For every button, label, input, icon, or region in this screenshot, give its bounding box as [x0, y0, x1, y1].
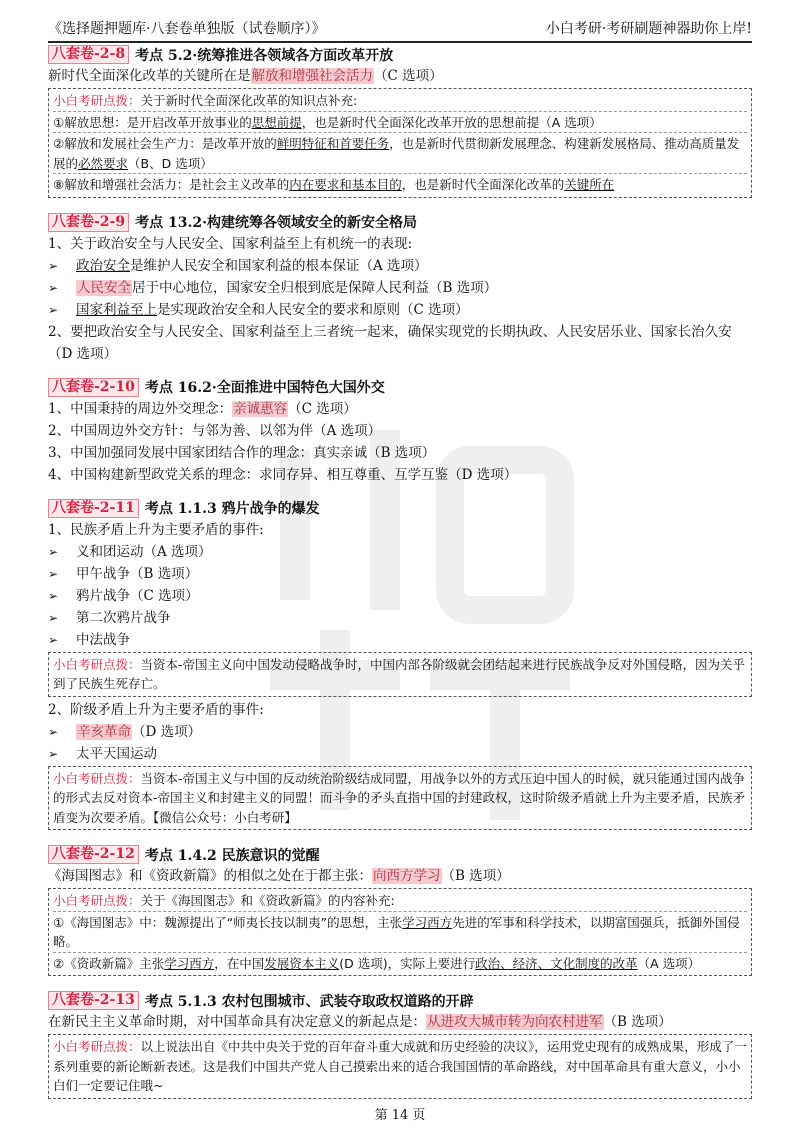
section-title: 考点 1.4.2 民族意识的觉醒 — [144, 847, 320, 864]
tip-label: 小白考研点拨： — [53, 656, 141, 672]
tip-box: 小白考研点拨：当资本-帝国主义向中国发动侵略战争时，中国内部各阶级就会团结起来进行民族战争反对外国侵略，因为关乎到了民族生死存亡。 — [48, 652, 752, 697]
text-line: 1、关于政治安全与人民安全、国家利益至上有机统一的表现: — [48, 235, 413, 252]
bullet-item: ➢ 人民安全居于中心地位，国家安全归根到底是保障人民利益（B 选项） — [48, 277, 752, 299]
section-title: 考点 5.1.3 农村包围城市、武装夺取政权道路的开辟 — [144, 993, 474, 1010]
exam-tag: 八套卷-2-12 — [48, 845, 139, 864]
exam-tag: 八套卷-2-11 — [48, 499, 139, 518]
text-line: 2、中国周边外交方针：与邻为善、以邻为伴（A 选项） — [48, 422, 382, 439]
tip-box: 小白考研点拨：关于新时代全面深化改革的知识点补充: ①解放思想：是开启改革开放事业的思想前提，也是新时代全面深化改革开放的思想前提（A 选项） ②解放和发展社会生产力：是改革开放的鲜明特征和首要任务，也是新时代贯彻新发展理念、构建新发展格局、推动高质量发展的必然要求（B、D 选项） ⑧解放和增强社会活力：是社会主义改革的内在要求和基本目的，也是新时代全面深化改革的关键所在 — [48, 88, 752, 198]
text-line: 2、阶级矛盾上升为主要矛盾的事件: — [48, 701, 264, 718]
text-line: 2、要把政治安全与人民安全、国家利益至上三者统一起来，确保实现党的长期执政、人民安居乐业、国家长治久安（D 选项） — [48, 323, 732, 362]
arrow-bullet-icon: ➢ — [48, 746, 59, 761]
arrow-bullet-icon: ➢ — [48, 632, 59, 647]
section-heading — [48, 844, 752, 865]
section-2-13 — [48, 990, 752, 1099]
section-title: 考点 16.2·全面推进中国特色大国外交 — [144, 380, 385, 396]
text-line: 3、中国加强同发展中国家团结合作的理念：真实亲诚（B 选项） — [48, 444, 436, 461]
bullet-item: ➢ 甲午战争（B 选项） — [48, 563, 752, 585]
tip-label: 小白考研点拨： — [53, 770, 141, 786]
exam-tag: 八套卷-2-8 — [48, 45, 129, 64]
arrow-bullet-icon: ➢ — [48, 258, 59, 273]
section-2-8 — [48, 44, 752, 198]
bullet-item: ➢ 义和团运动（A 选项） — [48, 541, 752, 563]
header-left: 《选择题押题库·八套卷单独版（试卷顺序）》 — [48, 21, 326, 37]
bullet-item: ➢ 政治安全是维护人民安全和国家利益的根本保证（A 选项） — [48, 255, 752, 277]
text-line: 《海国图志》和《资政新篇》的相似之处在于都主张：向西方学习（B 选项） — [48, 868, 510, 884]
tip-label: 小白考研点拨： — [53, 893, 141, 908]
section-heading — [48, 498, 752, 519]
arrow-bullet-icon: ➢ — [48, 566, 59, 581]
text-line: 1、中国秉持的周边外交理念：亲诚惠容（C 选项） — [48, 400, 357, 417]
page-content — [48, 44, 752, 1101]
header-right: 小白考研·考研刷题神器助你上岸! — [545, 21, 752, 37]
exam-tag: 八套卷-2-13 — [48, 991, 139, 1010]
section-heading — [48, 377, 752, 398]
arrow-bullet-icon: ➢ — [48, 588, 59, 603]
section-2-12 — [48, 844, 752, 976]
page-header — [48, 12, 752, 43]
bullet-item: ➢ 中法战争 — [48, 629, 752, 651]
section-heading — [48, 44, 752, 65]
highlight: 解放和增强社会活力 — [251, 68, 373, 84]
exam-tag: 八套卷-2-10 — [48, 378, 139, 397]
tip-box: 小白考研点拨：以上说法出自《中共中央关于党的百年奋斗重大成就和历史经验的决议》，运用党史现有的成熟成果，形成了一系列重要的新论断新表述。这是我们中国共产党人自己摸索出来的适合我国国情的革命路线，对中国革命具有重大意义，小小白们一定要记住哦~ — [48, 1034, 752, 1099]
arrow-bullet-icon: ➢ — [48, 302, 59, 317]
text-line: 在新民主主义革命时期，对中国革命具有决定意义的新起点是：从进攻大城市转为向农村进军（B 选项） — [48, 1014, 672, 1030]
bullet-item: ➢ 太平天国运动 — [48, 743, 752, 765]
arrow-bullet-icon: ➢ — [48, 544, 59, 559]
arrow-bullet-icon: ➢ — [48, 280, 59, 295]
bullet-item: ➢ 鸦片战争（C 选项） — [48, 585, 752, 607]
section-2-10 — [48, 377, 752, 486]
section-title: 考点 1.1.3 鸦片战争的爆发 — [144, 501, 320, 517]
section-2-11 — [48, 498, 752, 831]
bullet-item: ➢ 国家利益至上是实现政治安全和人民安全的要求和原则（C 选项） — [48, 299, 752, 321]
exam-tag: 八套卷-2-9 — [48, 213, 129, 232]
section-heading — [48, 990, 752, 1011]
page-number: 第 14 页 — [374, 1108, 426, 1123]
section-2-9 — [48, 212, 752, 365]
tip-label: 小白考研点拨： — [53, 1039, 141, 1054]
section-title: 考点 13.2·构建统筹各领域安全的新安全格局 — [135, 215, 417, 231]
text-line: 新时代全面深化改革的关键所在是解放和增强社会活力（C 选项） — [48, 68, 443, 84]
arrow-bullet-icon: ➢ — [48, 610, 59, 625]
tip-box: 小白考研点拨：当资本-帝国主义与中国的反动统治阶级结成同盟，用战争以外的方式压迫中国人的时候，就只能通过国内战争的形式去反对资本-帝国主义和封建主义的同盟！而斗争的矛头直指中国的封建政权，这时阶级矛盾就上升为主要矛盾，民族矛盾变为次要矛盾。【微信公众号：小白考研】 — [48, 766, 752, 831]
section-title: 考点 5.2·统筹推进各领域各方面改革开放 — [135, 47, 394, 64]
tip-box: 小白考研点拨：关于《海国图志》和《资政新篇》的内容补充: ①《海国图志》中：魏源提出了“师夷长技以制夷”的思想，主张学习西方先进的军事和科学技术，以期富国强兵，抵御外国侵略。 ②《资政新篇》主张学习西方，在中国发展资本主义(D 选项)，实际上要进行政治、经济、文化制度的改革（A 选项） — [48, 888, 752, 976]
tip-label: 小白考研点拨： — [53, 93, 141, 108]
text-line: 1、民族矛盾上升为主要矛盾的事件: — [48, 521, 264, 538]
text-line: 4、中国构建新型政党关系的理念：求同存异、相互尊重、互学互鉴（D 选项） — [48, 466, 518, 483]
bullet-item: ➢ 第二次鸦片战争 — [48, 607, 752, 629]
arrow-bullet-icon: ➢ — [48, 724, 59, 739]
section-heading — [48, 212, 752, 233]
bullet-item: ➢ 辛亥革命（D 选项） — [48, 721, 752, 743]
